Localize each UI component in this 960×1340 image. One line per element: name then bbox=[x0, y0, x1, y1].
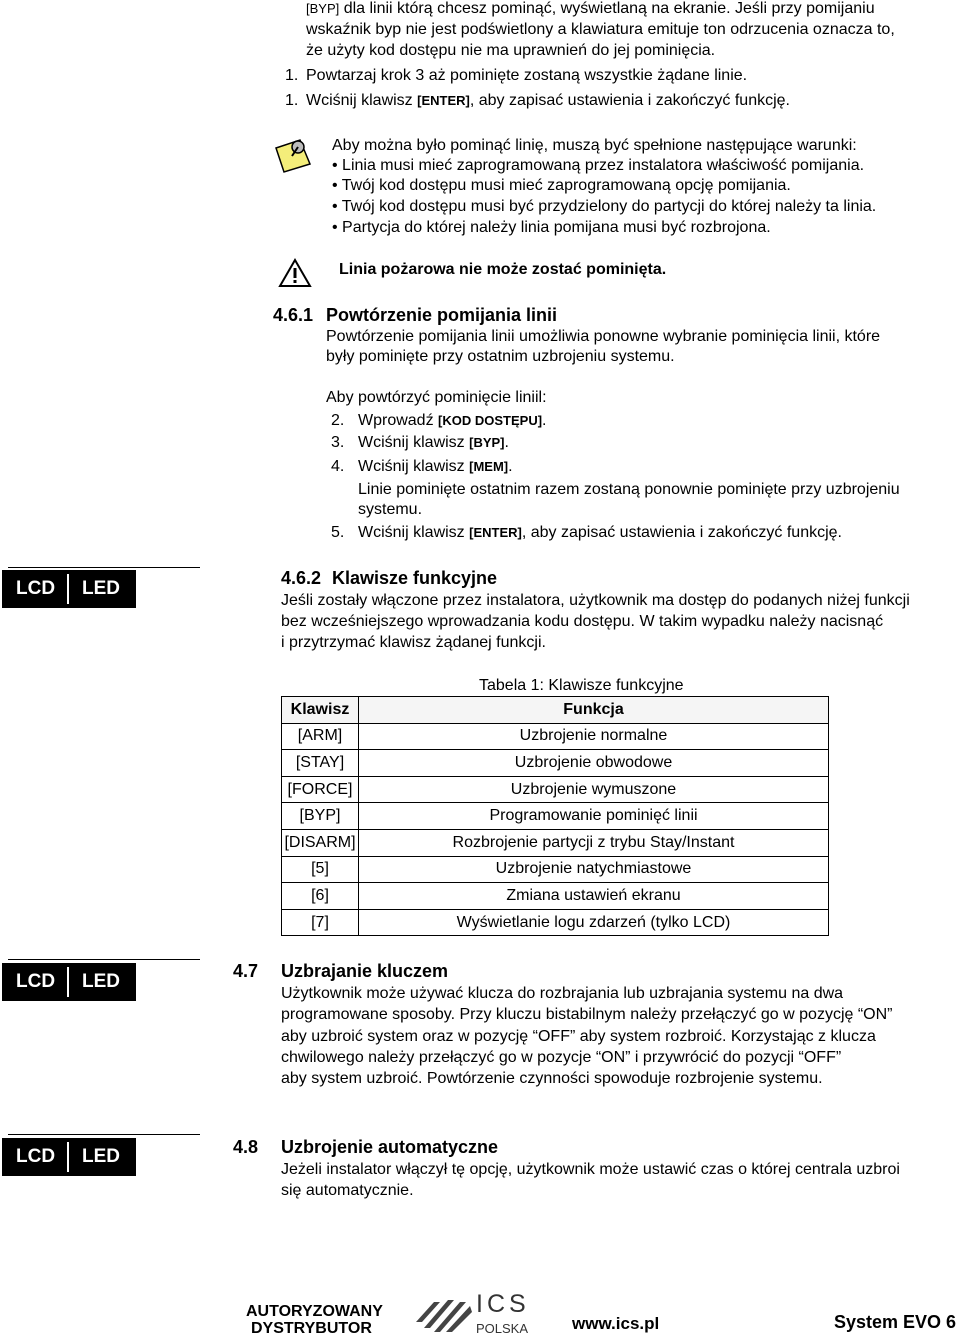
table-row bbox=[282, 723, 829, 750]
header-function: Funkcja bbox=[359, 697, 829, 724]
header-key: Klawisz bbox=[282, 697, 359, 724]
paragraph-line: aby system uzbroić. Powtórzenie czynności spowoduje rozbrojenie systemu. bbox=[281, 1070, 823, 1087]
ics-logo-text: ICS bbox=[476, 1290, 530, 1318]
paragraph-line: Jeśli zostały włączone przez instalatora, użytkownik ma dostęp do podanych niżej funkcji bbox=[281, 592, 910, 609]
section-number: 4.7 bbox=[233, 961, 259, 981]
step-number: 1. bbox=[285, 92, 299, 109]
paragraph-line: Aby powtórzyć pominięcie liniil: bbox=[326, 389, 547, 406]
step-number: 5. bbox=[331, 524, 345, 541]
step-number: 1. bbox=[285, 67, 299, 84]
warning-icon bbox=[278, 258, 312, 288]
table-row bbox=[282, 909, 829, 936]
page-footer-title: System EVO 6 bbox=[834, 1312, 957, 1332]
key-cell: [FORCE] bbox=[282, 776, 359, 803]
section-title: Uzbrajanie kluczem bbox=[281, 961, 449, 981]
step-text: Wprowadź [KOD DOSTĘPU]. bbox=[358, 412, 547, 429]
step-note: Linie pominięte ostatnim razem zostaną ponownie pominięte przy uzbrojeniu bbox=[358, 481, 900, 498]
function-cell: Programowanie pominięć linii bbox=[359, 803, 829, 830]
paragraph-line: Powtórzenie pomijania linii umożliwia ponowne wybranie pominięcia linii, które bbox=[326, 328, 881, 345]
note-bullet: • Partycja do której należy linia pomijana musi być rozbrojona. bbox=[332, 219, 771, 236]
step-number: 4. bbox=[331, 458, 345, 475]
section-title: Klawisze funkcyjne bbox=[332, 568, 498, 588]
key-kod-dostepu: [KOD DOSTĘPU] bbox=[438, 413, 543, 428]
key-mem: [MEM] bbox=[469, 459, 509, 474]
lcd-led-badge bbox=[2, 1138, 136, 1176]
divider bbox=[8, 1134, 200, 1135]
ics-logo-icon bbox=[414, 1292, 474, 1336]
key-cell: [6] bbox=[282, 883, 359, 910]
authorized-label: AUTORYZOWANY bbox=[246, 1303, 383, 1320]
divider bbox=[8, 959, 200, 960]
table-header-row bbox=[282, 697, 829, 724]
key-byp: [BYP] bbox=[469, 435, 505, 450]
function-cell: Uzbrojenie normalne bbox=[359, 723, 829, 750]
intro-line-2: wskaźnik byp nie jest podświetlony a klawiatura emituje ton odrzucenia oznacza to, bbox=[306, 21, 895, 38]
distributor-label: DYSTRYBUTOR bbox=[251, 1320, 372, 1337]
table-row bbox=[282, 803, 829, 830]
intro-line-1: [BYP] dla linii którą chcesz pominąć, wyświetlaną na ekranie. Jeśli przy pomijaniu bbox=[306, 0, 875, 17]
intro-line-3: że użyty kod dostępu nie ma uprawnień do jej pominięcia. bbox=[306, 42, 716, 59]
key-cell: [DISARM] bbox=[282, 829, 359, 856]
table-caption: Tabela 1: Klawisze funkcyjne bbox=[479, 677, 684, 694]
website-link[interactable]: www.ics.pl bbox=[572, 1314, 660, 1333]
section-title: Powtórzenie pomijania linii bbox=[326, 305, 558, 325]
led-label: LED bbox=[82, 578, 120, 599]
paragraph-line: były pominięte przy ostatnim uzbrojeniu systemu. bbox=[326, 348, 675, 365]
table-row bbox=[282, 776, 829, 803]
lcd-led-badge bbox=[2, 570, 136, 608]
key-cell: [7] bbox=[282, 909, 359, 936]
divider bbox=[8, 567, 200, 568]
function-keys-table bbox=[281, 696, 829, 936]
led-label: LED bbox=[82, 1146, 120, 1167]
function-cell: Wyświetlanie logu zdarzeń (tylko LCD) bbox=[359, 909, 829, 936]
step-note: systemu. bbox=[358, 501, 423, 518]
lcd-label: LCD bbox=[16, 1146, 56, 1167]
led-label: LED bbox=[82, 971, 120, 992]
badge-separator bbox=[67, 574, 69, 604]
paragraph-line: Użytkownik może używać klucza do rozbrajania lub uzbrajania systemu na dwa bbox=[281, 985, 844, 1002]
function-cell: Zmiana ustawień ekranu bbox=[359, 883, 829, 910]
step-number: 2. bbox=[331, 412, 345, 429]
note-bullet: • Twój kod dostępu musi mieć zaprogramowaną opcję pomijania. bbox=[332, 177, 791, 194]
paragraph-line: chwilowego należy przełączyć go w pozycje “ON” i przywrócić do pozycji “OFF” bbox=[281, 1049, 842, 1066]
paragraph-line: Jeżeli instalator włączył tę opcję, użytkownik może ustawić czas o której centrala uzbroi bbox=[281, 1161, 900, 1178]
table-row bbox=[282, 856, 829, 883]
function-cell: Uzbrojenie obwodowe bbox=[359, 750, 829, 777]
paragraph-line: się automatycznie. bbox=[281, 1182, 414, 1199]
key-cell: [STAY] bbox=[282, 750, 359, 777]
badge-separator bbox=[67, 967, 69, 997]
table-row bbox=[282, 883, 829, 910]
note-bullet: • Linia musi mieć zaprogramowaną przez instalatora właściwość pomijania. bbox=[332, 157, 865, 174]
function-cell: Rozbrojenie partycji z trybu Stay/Instant bbox=[359, 829, 829, 856]
key-enter: [ENTER] bbox=[417, 93, 470, 108]
lcd-label: LCD bbox=[16, 578, 56, 599]
step-text: Wciśnij klawisz [MEM]. bbox=[358, 458, 513, 475]
step-number: 3. bbox=[331, 434, 345, 451]
paragraph-line: aby uzbroić system oraz w pozycję “OFF” aby system rozbroić. Korzystając z klucza bbox=[281, 1028, 876, 1045]
note-title: Aby można było pominąć linię, muszą być spełnione następujące warunki: bbox=[332, 137, 857, 154]
key-cell: [BYP] bbox=[282, 803, 359, 830]
table-row bbox=[282, 750, 829, 777]
section-number: 4.6.2 bbox=[281, 568, 322, 588]
function-cell: Uzbrojenie wymuszone bbox=[359, 776, 829, 803]
note-bullet: • Twój kod dostępu musi być przydzielony do partycji do której należy ta linia. bbox=[332, 198, 877, 215]
section-number: 4.8 bbox=[233, 1137, 259, 1157]
key-cell: [5] bbox=[282, 856, 359, 883]
key-byp: [BYP] bbox=[306, 1, 340, 16]
key-enter: [ENTER] bbox=[469, 525, 522, 540]
step-text: Wciśnij klawisz [BYP]. bbox=[358, 434, 509, 451]
lcd-label: LCD bbox=[16, 971, 56, 992]
step-text: Wciśnij klawisz [ENTER], aby zapisać ustawienia i zakończyć funkcję. bbox=[306, 92, 790, 109]
ics-logo-polska: POLSKA bbox=[476, 1321, 529, 1336]
lcd-led-badge bbox=[2, 963, 136, 1001]
paragraph-line: bez wcześniejszego wprowadzania kodu dostępu. W takim wypadku należy nacisnąć bbox=[281, 613, 884, 630]
section-title: Uzbrojenie automatyczne bbox=[281, 1137, 499, 1157]
section-number: 4.6.1 bbox=[273, 305, 314, 325]
paragraph-line: programowane sposoby. Przy kluczu bistabilnym należy przełączyć go w pozycję “ON” bbox=[281, 1006, 893, 1023]
note-icon bbox=[270, 134, 316, 174]
paragraph-line: i przytrzymać klawisz żądanej funkcji. bbox=[281, 634, 546, 651]
key-cell: [ARM] bbox=[282, 723, 359, 750]
badge-separator bbox=[67, 1142, 69, 1172]
table-row bbox=[282, 829, 829, 856]
function-cell: Uzbrojenie natychmiastowe bbox=[359, 856, 829, 883]
step-text: Wciśnij klawisz [ENTER], aby zapisać ustawienia i zakończyć funkcję. bbox=[358, 524, 842, 541]
step-text: Powtarzaj krok 3 aż pominięte zostaną wszystkie żądane linie. bbox=[306, 67, 748, 84]
warning-text: Linia pożarowa nie może zostać pominięta. bbox=[339, 261, 667, 278]
